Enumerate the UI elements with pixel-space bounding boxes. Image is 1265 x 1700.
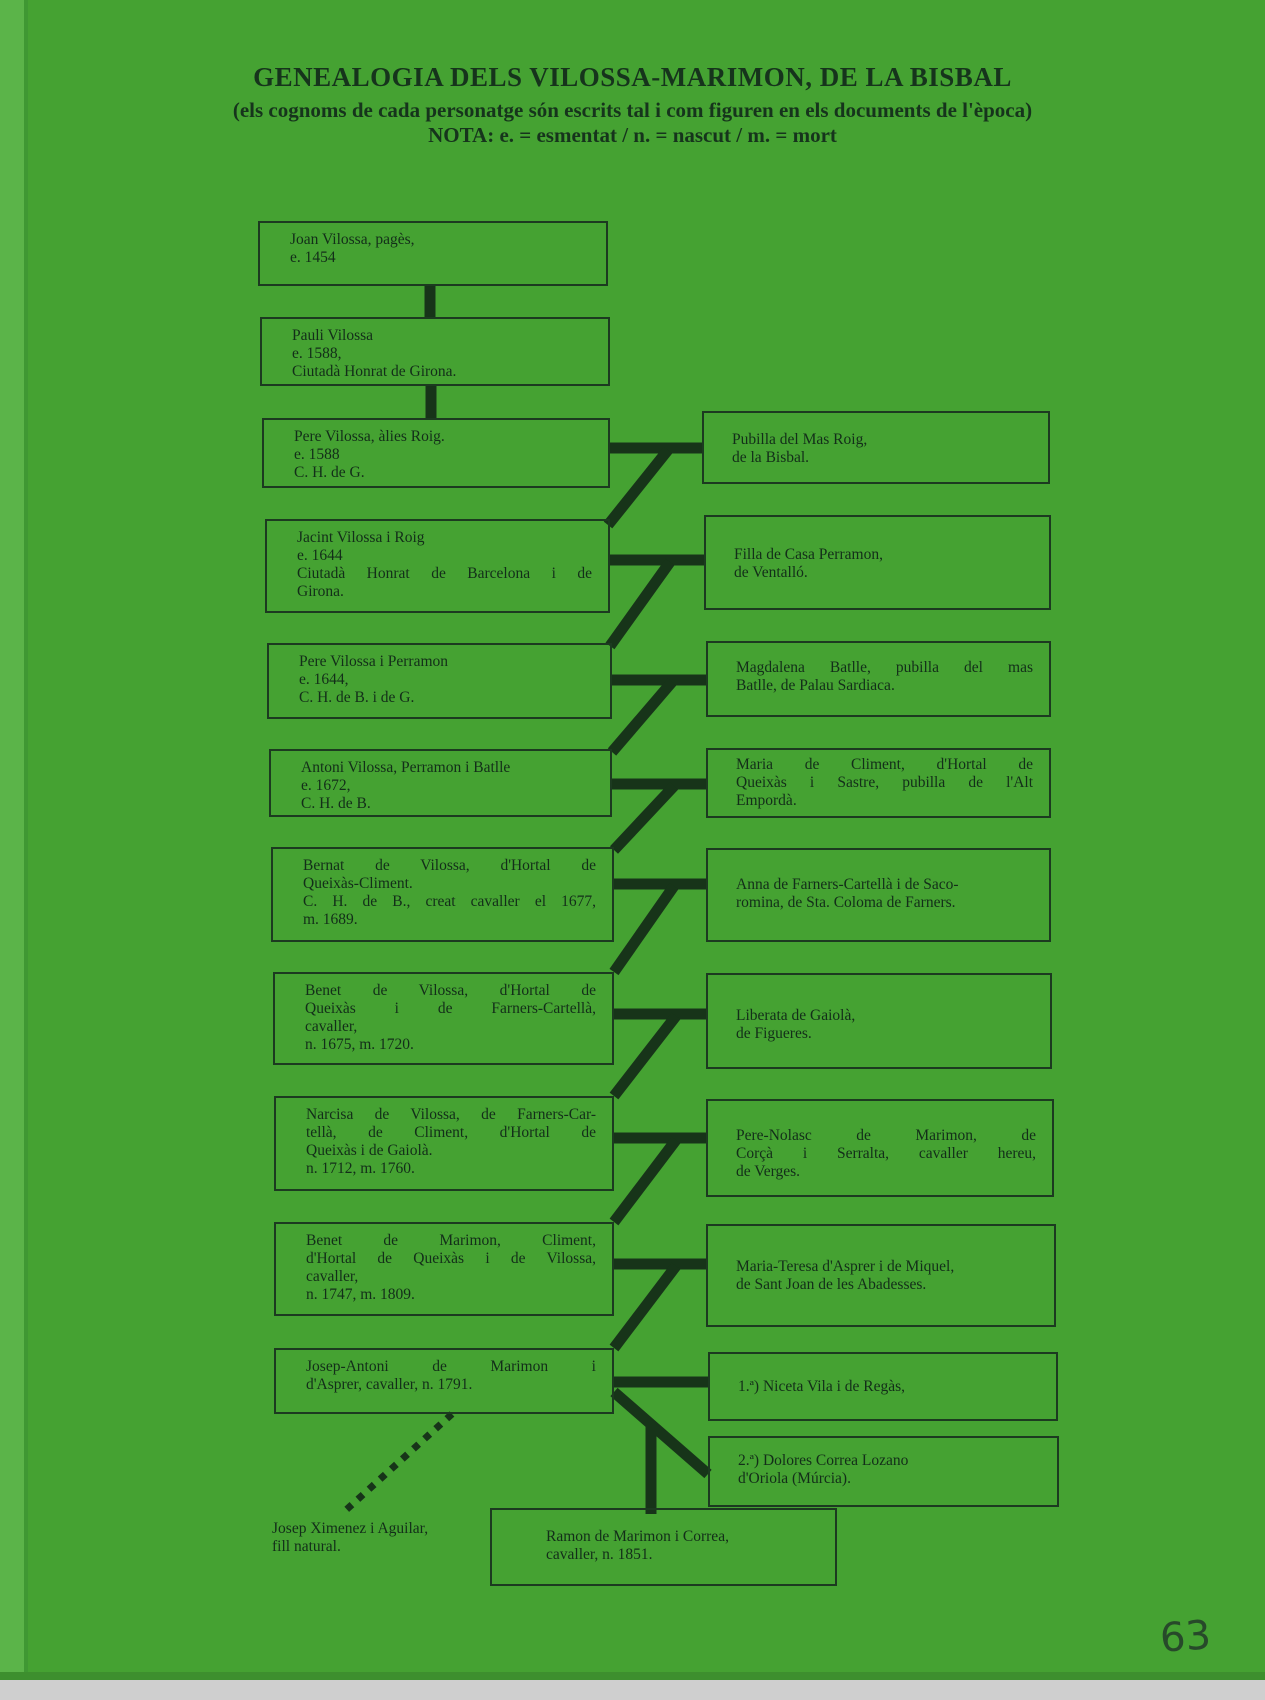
page-subtitle: (els cognoms de cada personatge són escrits tal i com figuren en els documents de l'època) <box>232 98 1033 122</box>
box-line: Pere Vilossa i Perramon <box>299 653 449 670</box>
spouse-box-niceta-vila <box>708 1352 1058 1421</box>
box-line: tellà, de Climent, d'Hortal de <box>306 1124 596 1141</box>
box-line: de Ventalló. <box>734 564 808 581</box>
person-box-bernat <box>271 847 614 942</box>
box-line: d'Asprer, cavaller, n. 1791. <box>306 1376 473 1393</box>
box-line: cavaller, <box>305 1018 358 1035</box>
label-line: Josep Ximenez i Aguilar, <box>272 1520 429 1537</box>
box-line: d'Oriola (Múrcia). <box>738 1470 851 1487</box>
box-line: Queixàs-Climent. <box>303 875 413 892</box>
natural-son-label <box>272 1520 428 1556</box>
page-title: GENEALOGIA DELS VILOSSA-MARIMON, DE LA BISBAL <box>253 62 1012 92</box>
box-line: e. 1588 <box>294 446 340 463</box>
box-line: Ramon de Marimon i Correa, <box>546 1528 729 1545</box>
box-line: Batlle, de Palau Sardiaca. <box>736 677 895 694</box>
box-line: Girona. <box>297 583 344 600</box>
box-line: Joan Vilossa, pagès, <box>290 231 415 248</box>
box-line: Pere-Nolasc de Marimon, de <box>736 1127 1036 1144</box>
box-line: e. 1644, <box>299 671 349 688</box>
box-line: Ciutadà Honrat de Barcelona i de <box>297 565 592 582</box>
box-line: Antoni Vilossa, Perramon i Batlle <box>301 759 511 776</box>
box-line: cavaller, <box>306 1268 359 1285</box>
box-line: de la Bisbal. <box>732 449 810 466</box>
box-line: Maria-Teresa d'Asprer i de Miquel, <box>736 1258 955 1275</box>
box-line: Pubilla del Mas Roig, <box>732 431 868 448</box>
box-line: n. 1712, m. 1760. <box>306 1160 415 1177</box>
box-line: Maria de Climent, d'Hortal de <box>736 756 1033 773</box>
box-line: Empordà. <box>736 792 797 809</box>
person-box-antoni <box>269 749 612 817</box>
box-line: n. 1747, m. 1809. <box>306 1286 415 1303</box>
box-line: d'Hortal de Queixàs i de Vilossa, <box>306 1250 596 1267</box>
box-line: Bernat de Vilossa, d'Hortal de <box>303 857 596 874</box>
box-line: Anna de Farners-Cartellà i de Saco- <box>736 876 959 893</box>
abbreviation-note: NOTA: e. = esmentat / n. = nascut / m. = mort <box>428 123 837 147</box>
box-line: de Sant Joan de les Abadesses. <box>736 1276 927 1293</box>
box-line: Liberata de Gaiolà, <box>736 1007 856 1024</box>
box-line: Benet de Marimon, Climent, <box>306 1232 596 1249</box>
box-line: e. 1644 <box>297 547 343 564</box>
label-line: fill natural. <box>272 1538 341 1555</box>
box-line: Pere Vilossa, àlies Roig. <box>294 428 445 445</box>
person-box-pere-perramon <box>267 643 612 719</box>
person-box-josep-antoni <box>274 1348 614 1414</box>
box-line: cavaller, n. 1851. <box>546 1546 653 1563</box>
box-line: e. 1588, <box>292 345 342 362</box>
box-line: C. H. de B. <box>301 795 371 812</box>
spouse-box-perramon <box>704 515 1051 610</box>
box-line: C. H. de G. <box>294 464 365 481</box>
box-line: Josep-Antoni de Marimon i <box>306 1358 596 1375</box>
spouse-box-dolores-correa <box>708 1436 1059 1507</box>
spouse-box-anna-farners <box>706 848 1051 942</box>
person-box-joan <box>258 221 608 286</box>
box-line: Queixàs i Sastre, pubilla de l'Alt <box>736 774 1033 791</box>
spouse-box-magdalena-batlle <box>706 641 1051 717</box>
box-line: Queixàs i de Farners-Cartellà, <box>305 1000 596 1017</box>
box-line: Filla de Casa Perramon, <box>734 546 883 563</box>
box-line: Jacint Vilossa i Roig <box>297 529 425 546</box>
box-line: Magdalena Batlle, pubilla del mas <box>736 659 1033 676</box>
box-line: Ciutadà Honrat de Girona. <box>292 363 457 380</box>
box-line: 2.ª) Dolores Correa Lozano <box>738 1452 909 1469</box>
person-box-benet-vilossa <box>273 972 614 1065</box>
person-box-pauli <box>260 317 610 386</box>
box-line: romina, de Sta. Coloma de Farners. <box>736 894 956 911</box>
box-line: Corçà i Serralta, cavaller hereu, <box>736 1145 1036 1162</box>
person-box-pere-vilossa <box>262 418 610 488</box>
person-box-benet-marimon <box>274 1222 614 1316</box>
box-line: Narcisa de Vilossa, de Farners-Car- <box>306 1106 596 1123</box>
box-line: Queixàs i de Gaiolà. <box>306 1142 433 1159</box>
box-line: e. 1672, <box>301 777 351 794</box>
spouse-box-liberata-gaiola <box>706 973 1052 1069</box>
spouse-box-maria-teresa-asprer <box>706 1224 1056 1327</box>
descendant-box-ramon <box>490 1508 837 1586</box>
spouse-box-pere-nolasc <box>706 1099 1054 1197</box>
box-line: 1.ª) Niceta Vila i de Regàs, <box>738 1378 906 1395</box>
person-box-narcisa <box>274 1096 614 1191</box>
box-line: n. 1675, m. 1720. <box>305 1036 414 1053</box>
box-line: de Figueres. <box>736 1025 812 1042</box>
box-line: Benet de Vilossa, d'Hortal de <box>305 982 596 999</box>
spouse-box-pubilla-mas-roig <box>702 411 1050 484</box>
box-line: C. H. de B. i de G. <box>299 689 415 706</box>
box-line: de Verges. <box>736 1163 800 1180</box>
box-line: e. 1454 <box>290 249 336 266</box>
spouse-box-maria-climent <box>706 748 1051 818</box>
box-line: C. H. de B., creat cavaller el 1677, <box>303 893 596 910</box>
box-line: m. 1689. <box>303 911 358 928</box>
box-line: Pauli Vilossa <box>292 327 374 344</box>
page-number: 63 <box>1158 1612 1213 1662</box>
person-box-jacint <box>265 519 610 613</box>
